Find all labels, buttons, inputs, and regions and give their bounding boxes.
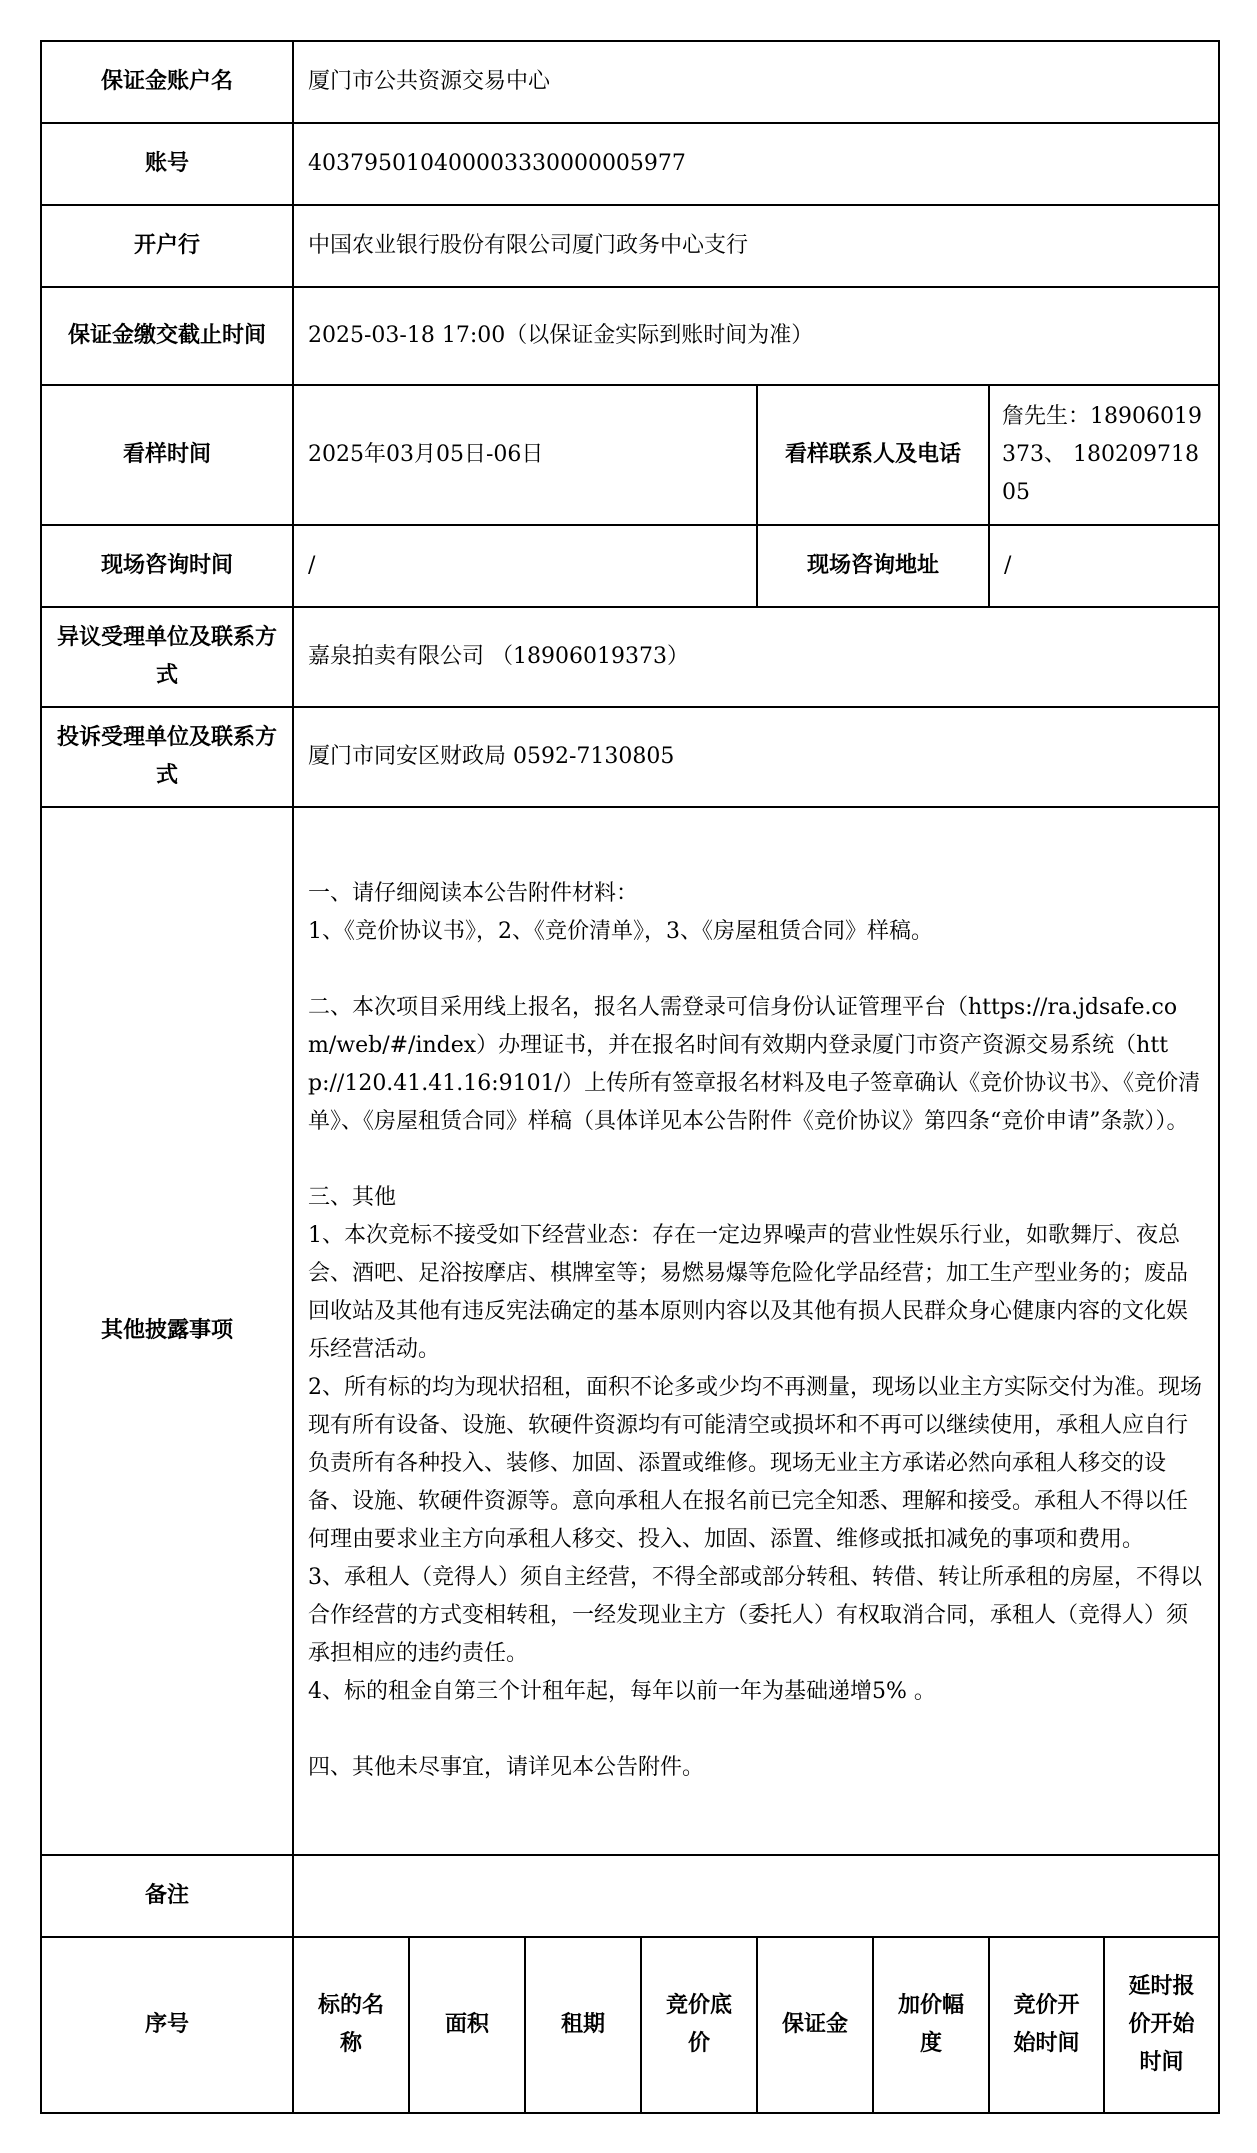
info-table	[40, 40, 1220, 2114]
deadline-value: 2025-03-18 17:00（以保证金实际到账时间为准）	[293, 287, 1219, 385]
consult-time-label: 现场咨询时间	[41, 525, 293, 607]
other-notes	[293, 807, 1219, 1855]
note-section-3: 三、其他	[308, 1185, 397, 1210]
complaint-label: 投诉受理单位及联系方式	[41, 707, 293, 807]
row-account-no	[41, 123, 1219, 205]
col-header: 竞价底价	[641, 1937, 757, 2113]
row-account-name	[41, 41, 1219, 123]
note-item-4: 4、标的租金自第三个计租年起，每年以前一年为基础递增5% 。	[308, 1679, 936, 1704]
remarks-label: 备注	[41, 1855, 293, 1937]
bank-value: 中国农业银行股份有限公司厦门政务中心支行	[293, 205, 1219, 287]
table-header-row	[41, 1937, 1219, 2113]
row-bank	[41, 205, 1219, 287]
row-other	[41, 807, 1219, 1855]
note-item-3: 3、承租人（竞得人）须自主经营，不得全部或部分转租、转借、转让所承租的房屋，不得以合作经营的方式变相转租，一经发现业主方（委托人）有权取消合同，承租人（竞得人）须承担相应的违约责任。	[308, 1565, 1203, 1666]
consult-address-value: /	[989, 525, 1219, 607]
col-header: 保证金	[757, 1937, 873, 2113]
account-name-label: 保证金账户名	[41, 41, 293, 123]
col-header: 竞价开始时间	[989, 1937, 1104, 2113]
account-name-value: 厦门市公共资源交易中心	[293, 41, 1219, 123]
note-section-1: 一、请仔细阅读本公告附件材料：	[308, 881, 639, 906]
objection-label: 异议受理单位及联系方式	[41, 607, 293, 707]
consult-address-label: 现场咨询地址	[757, 525, 989, 607]
col-header: 租期	[525, 1937, 641, 2113]
viewing-time-value: 2025年03月05日-06日	[293, 385, 757, 525]
note-item-2: 2、所有标的均为现状招租，面积不论多或少均不再测量，现场以业主方实际交付为准。现场现有所有设备、设施、软硬件资源均有可能清空或损坏和不再可以继续使用，承租人应自行负责所有各种投入、装修、加固、添置或维修。现场无业主方承诺必然向承租人移交的设备、设施、软硬件资源等。意向承租人在报名前已完全知悉、理解和接受。承租人不得以任何理由要求业主方向承租人移交、投入、加固、添置、维修或抵扣减免的事项和费用。	[308, 1375, 1203, 1552]
other-label: 其他披露事项	[41, 807, 293, 1855]
note-item-1: 1、本次竞标不接受如下经营业态：存在一定边界噪声的营业性娱乐行业，如歌舞厅、夜总会、酒吧、足浴按摩店、棋牌室等；易燃易爆等危险化学品经营；加工生产型业务的；废品回收站及其他有违反宪法确定的基本原则内容以及其他有损人民群众身心健康内容的文化娱乐经营活动。	[308, 1223, 1189, 1362]
row-complaint	[41, 707, 1219, 807]
note-section-2: 二、本次项目采用线上报名，报名人需登录可信身份认证管理平台（https://ra.jdsafe.com/web/#/index）办理证书，并在报名时间有效期内登录厦门市资产资源交易系统（http://120.41.41.16:9101/）上传所有签章报名材料及电子签章确认《竞价协议书》、《竞价清单》、《房屋租赁合同》样稿（具体详见本公告附件《竞价协议》第四条“竞价申请”条款））。	[308, 995, 1201, 1134]
row-consult	[41, 525, 1219, 607]
remarks-value	[293, 1855, 1219, 1937]
deadline-label: 保证金缴交截止时间	[41, 287, 293, 385]
consult-time-value: /	[293, 525, 757, 607]
col-header: 标的名称	[293, 1937, 409, 2113]
row-viewing	[41, 385, 1219, 525]
col-header: 面积	[409, 1937, 525, 2113]
viewing-time-label: 看样时间	[41, 385, 293, 525]
col-header: 加价幅度	[873, 1937, 989, 2113]
objection-value: 嘉泉拍卖有限公司 （18906019373）	[293, 607, 1219, 707]
note-attachments: 1、《竞价协议书》，2、《竞价清单》，3、《房屋租赁合同》样稿。	[308, 919, 933, 944]
viewing-contact-value: 詹先生：18906019373、 18020971805	[989, 385, 1219, 525]
account-no-value: 403795010400003330000005977	[293, 123, 1219, 205]
row-deadline	[41, 287, 1219, 385]
viewing-contact-label: 看样联系人及电话	[757, 385, 989, 525]
account-no-label: 账号	[41, 123, 293, 205]
row-objection	[41, 607, 1219, 707]
note-section-4: 四、其他未尽事宜，请详见本公告附件。	[308, 1755, 705, 1780]
row-remarks	[41, 1855, 1219, 1937]
complaint-value: 厦门市同安区财政局 0592-7130805	[293, 707, 1219, 807]
col-header: 延时报价开始时间	[1104, 1937, 1219, 2113]
col-header: 序号	[41, 1937, 293, 2113]
bank-label: 开户行	[41, 205, 293, 287]
